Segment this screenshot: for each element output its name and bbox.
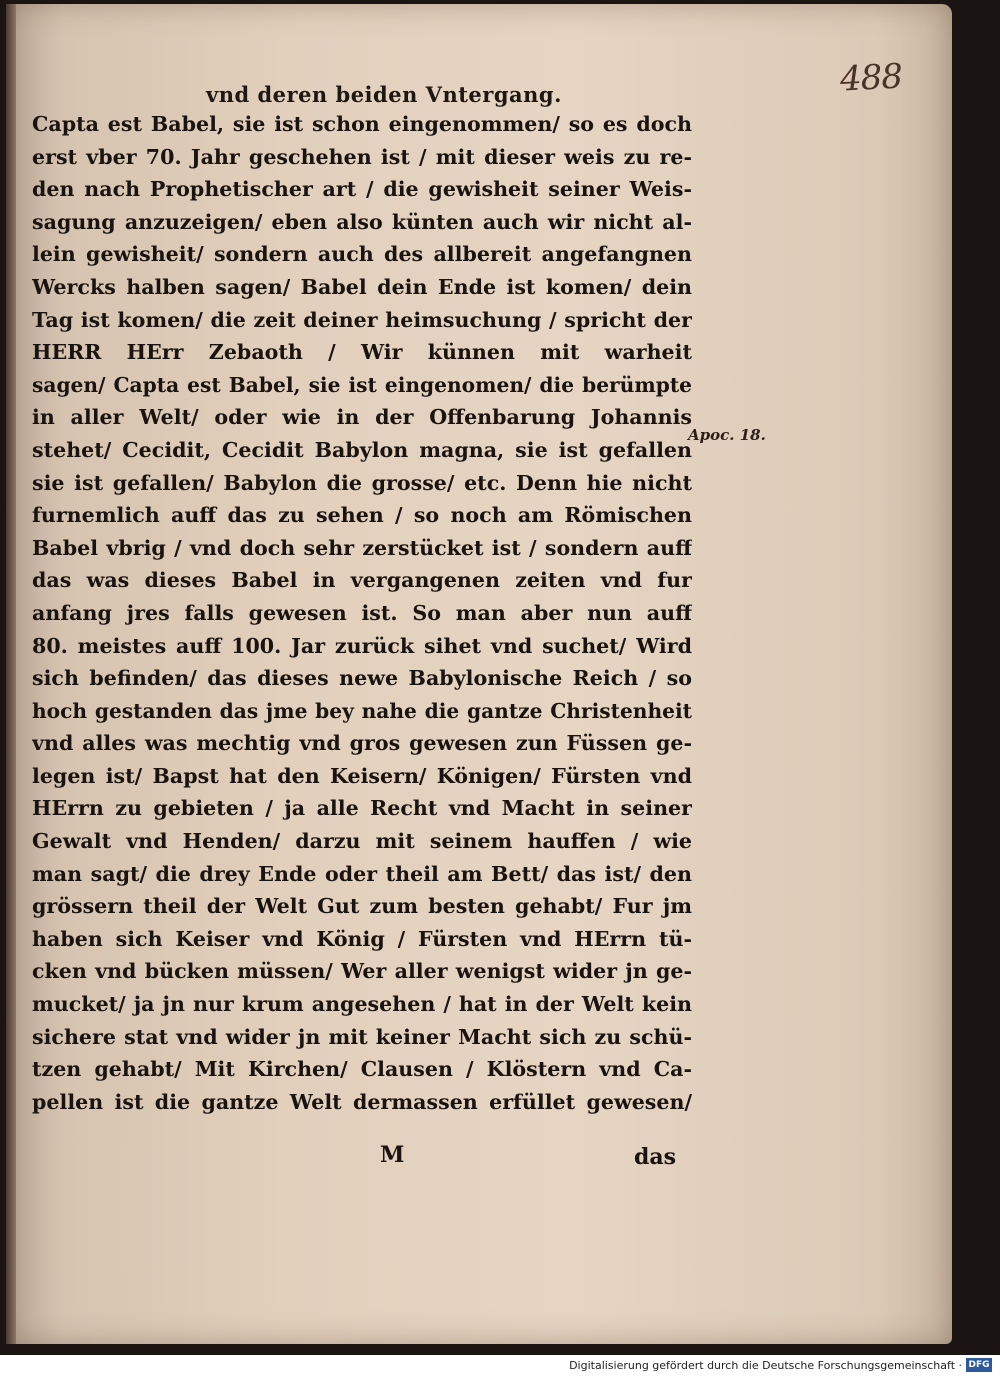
text-line: sagung anzuzeigen/ eben also künten auch wir nicht al- <box>32 209 692 234</box>
text-line: das was dieses Babel in vergangenen zeiten vnd fur <box>32 568 692 593</box>
text-line: in aller Welt/ oder wie in der Offenbarung Johannis <box>32 405 692 430</box>
catchword: das <box>633 1144 676 1170</box>
text-line: lein gewisheit/ sondern auch des allbereit angefangnen <box>32 242 692 267</box>
text-line: man sagt/ die drey Ende oder theil am Bett/ das ist/ den <box>32 861 692 886</box>
text-line: HErrn zu gebieten / ja alle Recht vnd Macht in seiner <box>32 796 692 821</box>
dfg-logo: DFG <box>966 1358 992 1372</box>
text-line: hoch gestanden das jme bey nahe die gantze Christenheit <box>32 698 692 723</box>
text-line: sagen/ Capta est Babel, sie ist eingenomen/ die berümpte <box>32 372 692 397</box>
page-gutter <box>6 4 16 1344</box>
text-line: Tag ist komen/ die zeit deiner heimsuchung / spricht der <box>32 307 692 332</box>
page-foot <box>380 1142 676 1174</box>
text-line: sich befinden/ das dieses newe Babylonische Reich / so <box>32 666 692 691</box>
text-line: Capta est Babel, sie ist schon eingenommen/ so es doch <box>32 112 692 136</box>
text-line: stehet/ Cecidit, Cecidit Babylon magna, sie ist gefallen <box>32 437 692 462</box>
body-text <box>32 108 692 1118</box>
page-number: 488 <box>838 56 903 100</box>
text-line: haben sich Keiser vnd König / Fürsten vnd HErrn tü- <box>32 926 692 951</box>
text-line: pellen ist die gantze Welt dermassen erfüllet gewesen/ <box>32 1089 692 1114</box>
text-line: sie ist gefallen/ Babylon die grosse/ etc. Denn hie nicht <box>32 470 692 495</box>
text-line: 80. meistes auff 100. Jar zurück sihet vnd suchet/ Wird <box>32 633 692 658</box>
text-line: den nach Prophetischer art / die gewisheit seiner Weis- <box>32 177 692 202</box>
text-line: Wercks halben sagen/ Babel dein Ende ist komen/ dein <box>32 274 692 299</box>
signature-mark: M <box>380 1142 405 1168</box>
text-line: erst vber 70. Jahr geschehen ist / mit dieser weis zu re- <box>32 144 692 169</box>
text-line: HERR HErr Zebaoth / Wir künnen mit warheit <box>32 340 692 365</box>
marginal-note: Apoc. 18. <box>688 426 766 444</box>
text-line: mucket/ ja jn nur krum angesehen / hat in der Welt kein <box>32 992 692 1017</box>
digitization-footer <box>0 1355 1000 1378</box>
text-line: legen ist/ Bapst hat den Keisern/ Königen/ Fürsten vnd <box>32 763 692 788</box>
funding-credit: Digitalisierung gefördert durch die Deutsche Forschungsgemeinschaft · <box>569 1359 962 1372</box>
text-line: tzen gehabt/ Mit Kirchen/ Clausen / Klöstern vnd Ca- <box>32 1057 692 1082</box>
text-line: anfang jres falls gewesen ist. So man aber nun auff <box>32 600 692 625</box>
text-line: vnd alles was mechtig vnd gros gewesen zun Füssen ge- <box>32 731 692 756</box>
running-head: vnd deren beiden Vntergang. <box>206 82 562 107</box>
text-line: grössern theil der Welt Gut zum besten gehabt/ Fur jm <box>32 894 692 919</box>
text-line: cken vnd bücken müssen/ Wer aller wenigst wider jn ge- <box>32 959 692 984</box>
text-line: sichere stat vnd wider jn mit keiner Macht sich zu schü- <box>32 1024 692 1049</box>
text-line: Babel vbrig / vnd doch sehr zerstücket ist / sondern auff <box>32 535 692 560</box>
text-line: furnemlich auff das zu sehen / so noch am Römischen <box>32 503 692 528</box>
text-line: Gewalt vnd Henden/ darzu mit seinem hauffen / wie <box>32 829 692 854</box>
